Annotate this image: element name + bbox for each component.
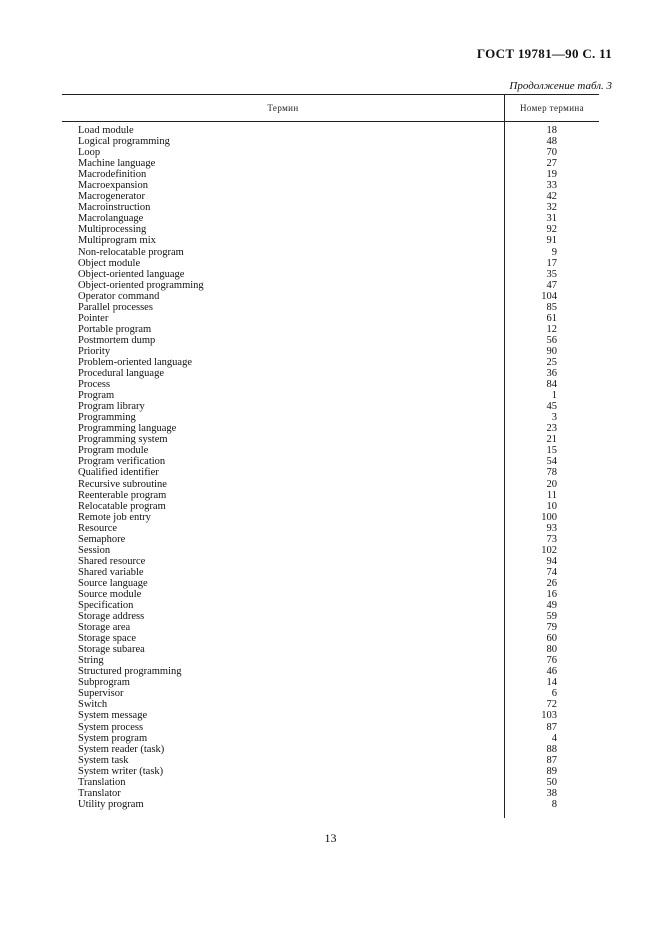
term-cell: Object module — [78, 257, 141, 269]
term-cell: Source module — [78, 588, 142, 600]
table-row — [62, 611, 599, 622]
term-number-cell: 6 — [551, 688, 557, 700]
term-cell: System task — [78, 754, 129, 766]
term-cell: Program — [78, 390, 115, 402]
term-cell: Storage subarea — [78, 644, 145, 656]
term-number-cell: 21 — [546, 434, 557, 446]
term-number-cell: 103 — [541, 710, 557, 722]
term-cell: Macroexpansion — [78, 180, 148, 192]
term-cell: Macrogenerator — [78, 191, 146, 203]
term-number-cell: 31 — [546, 213, 557, 225]
term-number-cell: 59 — [546, 611, 557, 623]
table-row — [62, 313, 599, 324]
table-row — [62, 733, 599, 744]
terms-table — [62, 94, 599, 818]
table-continuation-label: Продолжение табл. 3 — [509, 80, 612, 92]
table-row — [62, 180, 599, 191]
table-row — [62, 335, 599, 346]
term-cell: Relocatable program — [78, 500, 166, 512]
table-row — [62, 302, 599, 313]
term-number-cell: 87 — [546, 721, 557, 733]
term-cell: Non-relocatable program — [78, 246, 184, 258]
term-number-cell: 100 — [541, 511, 557, 523]
table-row — [62, 688, 599, 699]
term-cell: Programming language — [78, 423, 177, 435]
table-row — [62, 357, 599, 368]
term-number-cell: 89 — [546, 765, 557, 777]
table-row — [62, 224, 599, 235]
term-number-cell: 94 — [546, 555, 557, 567]
term-cell: Qualified identifier — [78, 467, 159, 479]
table-row — [62, 191, 599, 202]
table-row — [62, 512, 599, 523]
term-cell: Load module — [78, 125, 134, 136]
term-number-cell: 27 — [546, 158, 557, 170]
term-cell: Semaphore — [78, 533, 126, 545]
term-cell: System message — [78, 710, 148, 722]
term-number-cell: 9 — [551, 246, 557, 258]
term-number-cell: 76 — [546, 655, 557, 667]
table-row — [62, 799, 599, 810]
term-cell: Specification — [78, 600, 134, 612]
term-cell: Portable program — [78, 323, 152, 335]
term-cell: Operator command — [78, 290, 160, 302]
term-number-cell: 14 — [546, 677, 557, 689]
table-row — [62, 722, 599, 733]
table-row — [62, 346, 599, 357]
term-number-cell: 33 — [546, 180, 557, 192]
table-row — [62, 235, 599, 246]
term-number-cell: 74 — [546, 566, 557, 578]
table-row — [62, 710, 599, 721]
term-cell: String — [78, 655, 104, 667]
term-number-cell: 70 — [546, 147, 557, 159]
term-cell: Translator — [78, 787, 121, 799]
table-row — [62, 324, 599, 335]
term-number-cell: 10 — [546, 500, 557, 512]
term-cell: Postmortem dump — [78, 334, 156, 346]
term-number-cell: 87 — [546, 754, 557, 766]
term-cell: Programming — [78, 412, 136, 424]
table-row — [62, 534, 599, 545]
term-number-cell: 79 — [546, 622, 557, 634]
term-number-cell: 45 — [546, 401, 557, 413]
term-cell: Priority — [78, 345, 111, 357]
table-top-rule — [62, 94, 599, 95]
term-number-cell: 23 — [546, 423, 557, 435]
term-cell: Source language — [78, 577, 148, 589]
term-cell: Session — [78, 544, 111, 556]
term-cell: Program verification — [78, 456, 166, 468]
table-row — [62, 766, 599, 777]
table-row — [62, 125, 599, 136]
term-number-cell: 46 — [546, 666, 557, 678]
term-cell: Program library — [78, 401, 145, 413]
table-row — [62, 744, 599, 755]
term-cell: Macrolanguage — [78, 213, 144, 225]
term-number-cell: 26 — [546, 577, 557, 589]
table-row — [62, 202, 599, 213]
table-row — [62, 600, 599, 611]
table-row — [62, 456, 599, 467]
term-cell: Remote job entry — [78, 511, 151, 523]
table-row — [62, 699, 599, 710]
term-number-cell: 104 — [541, 290, 557, 302]
term-cell: Supervisor — [78, 688, 124, 700]
table-row — [62, 147, 599, 158]
term-cell: Multiprocessing — [78, 224, 147, 236]
document-code: ГОСТ 19781—90 С. 11 — [476, 46, 612, 61]
term-cell: Object-oriented language — [78, 268, 185, 280]
table-row — [62, 379, 599, 390]
term-cell: Reenterable program — [78, 489, 167, 501]
page-number: 13 — [324, 831, 337, 845]
term-number-cell: 85 — [546, 301, 557, 313]
table-row — [62, 423, 599, 434]
term-cell: Macroinstruction — [78, 202, 151, 214]
table-row — [62, 556, 599, 567]
column-header-term: Термин — [267, 103, 299, 113]
term-number-cell: 49 — [546, 600, 557, 612]
term-number-cell: 35 — [546, 268, 557, 280]
table-row — [62, 501, 599, 512]
term-number-cell: 25 — [546, 356, 557, 368]
term-number-cell: 38 — [546, 787, 557, 799]
table-row — [62, 247, 599, 258]
table-row — [62, 445, 599, 456]
table-row — [62, 655, 599, 666]
column-header-number: Номер термина — [519, 103, 585, 113]
table-row — [62, 578, 599, 589]
table-row — [62, 777, 599, 788]
table-row — [62, 622, 599, 633]
table-row — [62, 788, 599, 799]
term-number-cell: 42 — [546, 191, 557, 203]
term-cell: System process — [78, 721, 144, 733]
table-row — [62, 280, 599, 291]
term-cell: Shared variable — [78, 566, 144, 578]
term-cell: Macrodefinition — [78, 169, 147, 181]
table-row — [62, 258, 599, 269]
term-cell: Pointer — [78, 312, 109, 324]
table-row — [62, 589, 599, 600]
term-cell: Machine language — [78, 158, 156, 170]
term-number-cell: 61 — [546, 312, 557, 324]
term-number-cell: 88 — [546, 743, 557, 755]
term-number-cell: 80 — [546, 644, 557, 656]
table-row — [62, 390, 599, 401]
table-row — [62, 479, 599, 490]
table-row — [62, 666, 599, 677]
term-cell: System reader (task) — [78, 743, 165, 755]
table-body — [62, 125, 599, 810]
term-number-cell: 90 — [546, 345, 557, 357]
table-header-rule — [62, 121, 599, 122]
term-cell: Loop — [78, 147, 101, 159]
term-cell: System program — [78, 732, 148, 744]
table-row — [62, 567, 599, 578]
table-row — [62, 368, 599, 379]
term-cell: Storage space — [78, 633, 137, 645]
table-row — [62, 213, 599, 224]
table-row — [62, 644, 599, 655]
table-row — [62, 269, 599, 280]
term-number-cell: 8 — [551, 798, 557, 810]
term-cell: Translation — [78, 776, 126, 788]
term-cell: Utility program — [78, 798, 144, 810]
term-number-cell: 84 — [546, 379, 557, 391]
table-row — [62, 490, 599, 501]
term-cell: Storage address — [78, 611, 145, 623]
table-row — [62, 169, 599, 180]
table-row — [62, 677, 599, 688]
term-number-cell: 72 — [546, 699, 557, 711]
term-number-cell: 18 — [546, 125, 557, 136]
table-row — [62, 401, 599, 412]
term-number-cell: 20 — [546, 478, 557, 490]
term-cell: Logical programming — [78, 136, 170, 148]
table-row — [62, 158, 599, 169]
table-row — [62, 633, 599, 644]
term-number-cell: 36 — [546, 368, 557, 380]
table-row — [62, 523, 599, 534]
term-cell: Switch — [78, 699, 108, 711]
term-cell: Process — [78, 379, 111, 391]
term-cell: Program module — [78, 445, 149, 457]
term-cell: Multiprogram mix — [78, 235, 156, 247]
term-cell: Storage area — [78, 622, 131, 634]
term-number-cell: 73 — [546, 533, 557, 545]
term-cell: Resource — [78, 522, 118, 534]
table-row — [62, 434, 599, 445]
term-cell: Programming system — [78, 434, 168, 446]
term-number-cell: 17 — [546, 257, 557, 269]
term-number-cell: 48 — [546, 136, 557, 148]
term-number-cell: 16 — [546, 588, 557, 600]
term-number-cell: 92 — [546, 224, 557, 236]
table-row — [62, 467, 599, 478]
term-cell: Object-oriented programming — [78, 279, 204, 291]
term-number-cell: 19 — [546, 169, 557, 181]
table-row — [62, 755, 599, 766]
term-number-cell: 56 — [546, 334, 557, 346]
table-row — [62, 545, 599, 556]
term-number-cell: 1 — [551, 390, 557, 402]
term-cell: Structured programming — [78, 666, 182, 678]
term-cell: Parallel processes — [78, 301, 153, 313]
term-number-cell: 11 — [546, 489, 557, 501]
table-row — [62, 136, 599, 147]
term-number-cell: 3 — [551, 412, 557, 424]
term-number-cell: 78 — [546, 467, 557, 479]
term-number-cell: 91 — [546, 235, 557, 247]
table-row — [62, 291, 599, 302]
term-number-cell: 102 — [541, 544, 557, 556]
term-number-cell: 15 — [546, 445, 557, 457]
term-number-cell: 4 — [551, 732, 557, 744]
table-row — [62, 412, 599, 423]
term-cell: System writer (task) — [78, 765, 164, 777]
term-number-cell: 93 — [546, 522, 557, 534]
term-cell: Subprogram — [78, 677, 130, 689]
term-cell: Recursive subroutine — [78, 478, 167, 490]
term-cell: Shared resource — [78, 555, 146, 567]
term-number-cell: 50 — [546, 776, 557, 788]
term-number-cell: 47 — [546, 279, 557, 291]
term-number-cell: 54 — [546, 456, 557, 468]
term-cell: Problem-oriented language — [78, 356, 193, 368]
term-number-cell: 12 — [546, 323, 557, 335]
term-number-cell: 32 — [546, 202, 557, 214]
term-number-cell: 60 — [546, 633, 557, 645]
term-cell: Procedural language — [78, 368, 165, 380]
